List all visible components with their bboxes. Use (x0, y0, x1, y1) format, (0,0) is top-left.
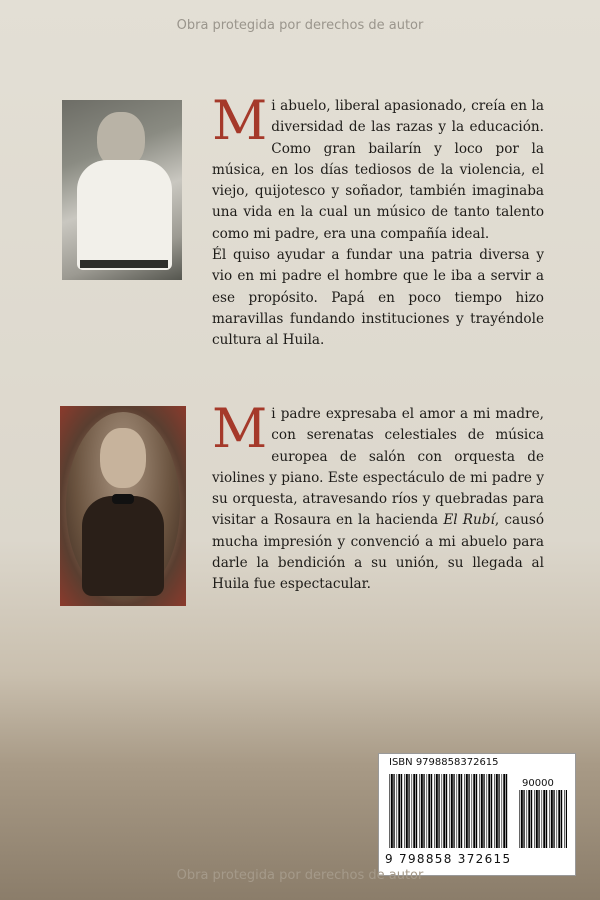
portrait-suit (82, 496, 164, 596)
paragraph-text: i padre expresaba el amor a mi madre, con serenatas celestiales de música europea de salón con orquesta de violines y piano. Este espectáculo de mi padre y su orquesta, atravesando ríos y quebradas para visitar a Rosaura en la hacienda (212, 406, 544, 529)
watermark-top: Obra protegida por derechos de autor (176, 18, 424, 33)
hacienda-name: El Rubí (443, 512, 495, 529)
photo-belt (80, 260, 168, 268)
drop-cap: M (212, 89, 268, 152)
price-code: 90000 (522, 778, 554, 789)
paragraph: i abuelo, liberal apasionado, creía en la diversidad de las razas y la educación. Como gran bailarín y loco por la música, en los días tediosos de la violencia, el viejo, quijotesco y soñador, también imaginaba una vida en la cual un músico de tanto talento como mi padre, era una compañía ideal. (212, 98, 544, 242)
photo-shirt (77, 160, 172, 270)
text-block-grandfather (212, 89, 544, 352)
portrait-head (100, 428, 146, 488)
isbn-barcode (378, 753, 576, 876)
grandfather-photo (62, 100, 182, 280)
father-portrait (60, 406, 186, 606)
watermark-bottom: Obra protegida por derechos de autor (176, 868, 424, 883)
text-block-father (212, 397, 545, 596)
paragraph-text: , causó mucha impresión y convenció a mi abuelo para darle la bendición a su unión, su llegada al Huila fue espectacular. (212, 512, 545, 593)
drop-cap: M (212, 397, 268, 460)
barcode-addon-bars (519, 790, 567, 848)
paragraph: Él quiso ayudar a fundar una patria diversa y vio en mi padre el hombre que le iba a servir a ese propósito. Papá en poco tiempo hizo maravillas fundando instituciones y trayéndole cultura al Huila. (212, 247, 544, 349)
portrait-bowtie (112, 494, 134, 504)
isbn-label: ISBN 9798858372615 (389, 757, 499, 768)
barcode-digits: 9 798858 372615 (385, 852, 512, 866)
barcode-bars (389, 774, 509, 848)
